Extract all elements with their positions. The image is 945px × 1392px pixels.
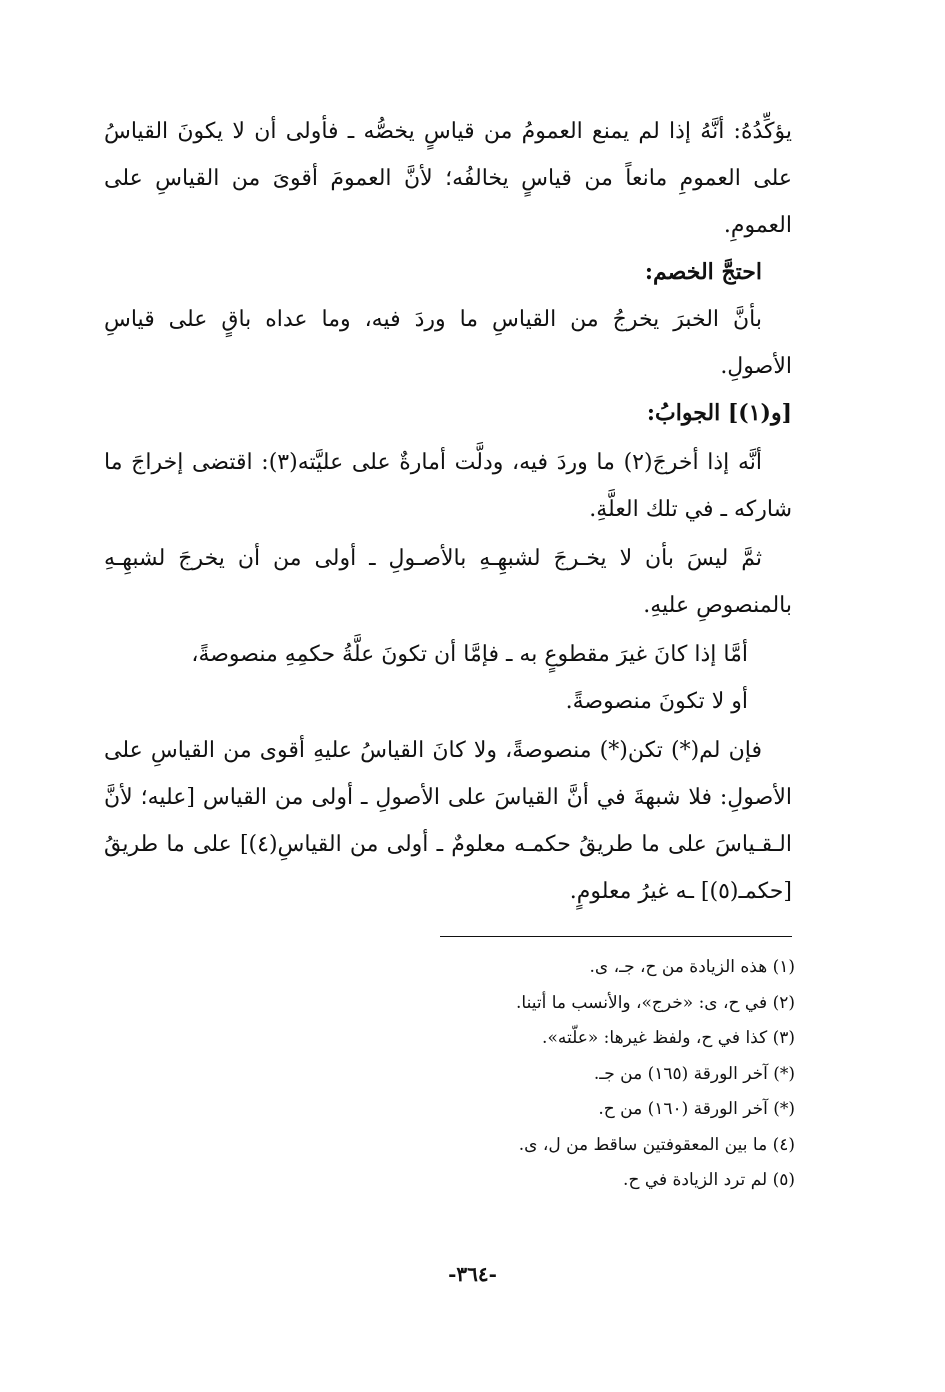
footnote: (٤) ما بين المعقوفتين ساقط من ل، ى.	[518, 1134, 795, 1155]
text-line: الأصولِ.	[720, 354, 792, 379]
text-line: فإن لم(*) تكن(*) منصوصةً، ولا كانَ القياسُ عليهِ أقوى من القياسِ على	[104, 738, 762, 763]
text-line: أو لا تكونَ منصوصةً.	[565, 689, 748, 714]
footnotes	[235, 950, 795, 1199]
footnote: (١) هذه الزيادة من ح، جـ، ى.	[589, 957, 795, 977]
text-line: ثمَّ ليسَ بأن لا يخـرجَ لشبهِـهِ بالأصـولِ ـ أولى من أن يخرجَ لشبهِـهِ	[104, 546, 762, 571]
text-line: شاركه ـ في تلك العلَّةِ.	[589, 497, 792, 522]
main-text	[104, 108, 792, 915]
text-line: بالمنصوصِ عليهِ.	[643, 593, 792, 618]
text-line: الـقـياسَ على ما طريقُ حكمـه معلومٌ ـ أولى من القياسِ(٤)] على ما طريقُ	[104, 832, 792, 857]
text-line: الأصولِ: فلا شبهةَ في أنَّ القياسَ على الأصولِ ـ أولى من القياس [عليه؛ لأنَّ	[104, 785, 792, 810]
text-line: بأنَّ الخبرَ يخرجُ من القياسِ ما وردَ فيه، وما عداه باقٍ على قياسِ	[104, 307, 762, 332]
footnote-divider	[440, 936, 792, 937]
footnote: (٣) كذا في ح، ولفظ غيرها: «علّته».	[542, 1028, 795, 1048]
page-number: -٣٦٤-	[448, 1262, 497, 1286]
section-heading: احتجَّ الخصم:	[644, 259, 762, 285]
text-line: العمومِ.	[723, 213, 792, 238]
text-line: [حكمـ(٥)] ـه غيرُ معلومٍ.	[569, 879, 792, 904]
section-heading: [و(١)] الجوابُ:	[646, 400, 792, 426]
footnote: (٥) لم ترد الزيادة في ح.	[623, 1170, 795, 1190]
text-line: على العمومِ مانعاً من قياسٍ يخالفُه؛ لأنَّ العمومَ أقوىَ من القياسِ على	[104, 166, 792, 191]
text-line: أمَّا إذا كانَ غيرَ مقطوعٍ به ـ فإمَّا أن تكونَ علَّةُ حكمِهِ منصوصةً،	[191, 642, 748, 667]
footnote: (*) آخر الورقة (١٦٠) من ح.	[598, 1099, 795, 1119]
text-line: أنَّه إذا أخرجَ(٢) ما وردَ فيه، ودلَّت أمارةٌ على عليَّته(٣): اقتضى إخراجَ ما	[104, 450, 762, 475]
footnote: (*) آخر الورقة (١٦٥) من جـ.	[593, 1063, 795, 1084]
footnote: (٢) في ح، ى: «خرج»، والأنسب ما أتينا.	[516, 992, 795, 1013]
text-line: يؤكِّدُهُ: أنَّهُ إذا لم يمنع العمومُ من قياسٍ يخصُّه ـ فأولى أن لا يكونَ القياسُ	[104, 119, 792, 144]
